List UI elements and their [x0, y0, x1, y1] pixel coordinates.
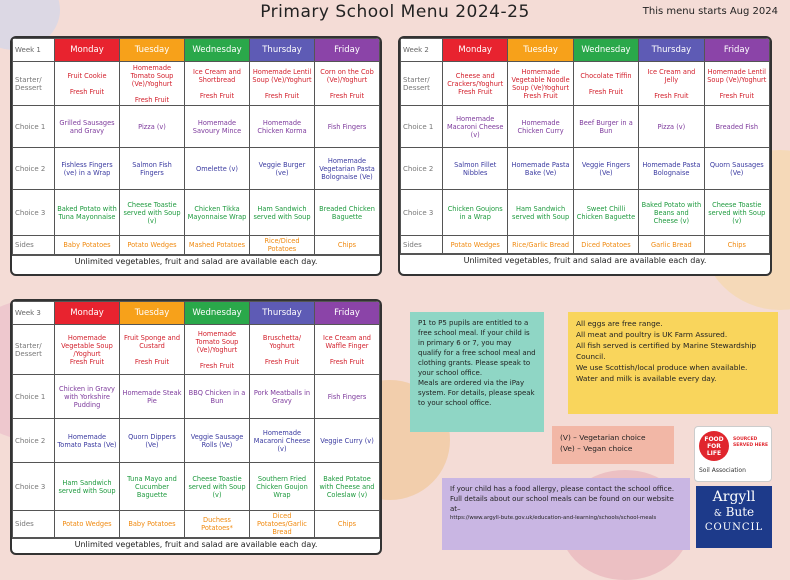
menu-cell: Veggie Sausage Rolls (Ve)	[185, 419, 250, 463]
key-vegan: (Ve) – Vegan choice	[560, 444, 633, 453]
footer-note: Unlimited vegetables, fruit and salad are available each day.	[400, 254, 770, 267]
menu-cell: Chicken Tikka Mayonnaise Wrap	[185, 190, 250, 236]
menu-cell: Fish Fingers	[315, 106, 380, 148]
menu-cell: Mashed Potatoes	[185, 236, 250, 255]
week-label: Week 3	[13, 302, 55, 325]
menu-cell: Ice Cream and Jelly Fresh Fruit	[639, 62, 704, 106]
menu-cell: Homemade Vegetarian Pasta Bolognaise (Ve)	[315, 148, 380, 190]
menu-cell: Baby Potatoes	[55, 236, 120, 255]
menu-cell: Potato Wedges	[55, 511, 120, 538]
menu-cell: Homemade Lentil Soup (Ve)/Yoghurt Fresh Fruit	[704, 62, 769, 106]
menu-cell: Homemade Vegetable Soup /Yoghurt Fresh Fruit	[55, 325, 120, 375]
week-1-menu	[10, 36, 382, 276]
day-header-friday: Friday	[315, 39, 380, 62]
dietary-key	[552, 426, 674, 464]
menu-cell: Garlic Bread	[639, 236, 704, 254]
menu-cell: Baked Potato with Beans and Cheese (v)	[639, 190, 704, 236]
menu-cell: Cheese Toastie served with Soup (v)	[185, 463, 250, 511]
menu-cell: Pork Meatballs in Gravy	[250, 375, 315, 419]
menu-cell: Homemade Pasta Bolognaise	[639, 148, 704, 190]
menu-cell: Bruschetta/ Yoghurt Fresh Fruit	[250, 325, 315, 375]
menu-cell: Homemade Macaroni Cheese (v)	[250, 419, 315, 463]
week-2-menu	[398, 36, 772, 276]
soil-association-text: Soil Association	[699, 467, 746, 474]
menu-cell: Corn on the Cob (Ve)/Yoghurt Fresh Fruit	[315, 62, 380, 106]
menu-cell: Salmon Fish Fingers	[120, 148, 185, 190]
menu-cell: Chips	[315, 236, 380, 255]
key-vegetarian: (V) – Vegetarian choice	[560, 433, 646, 442]
standards-line: All fish served is certified by Marine Stewardship Council.	[576, 341, 757, 361]
menu-cell: Ham Sandwich served with Soup	[250, 190, 315, 236]
standards-line: All meat and poultry is UK Farm Assured.	[576, 330, 728, 339]
menu-cell: Fruit Cookie Fresh Fruit	[55, 62, 120, 106]
day-header-wednesday: Wednesday	[185, 302, 250, 325]
row-label-choice-3: Choice 3	[401, 190, 443, 236]
menu-cell: Duchess Potatoes*	[185, 511, 250, 538]
menu-cell: Fishless Fingers (ve) in a Wrap	[55, 148, 120, 190]
menu-cell: Ice Cream and Shortbread Fresh Fruit	[185, 62, 250, 106]
menu-cell: Homemade Macaroni Cheese (v)	[443, 106, 508, 148]
menu-cell: Grilled Sausages and Gravy	[55, 106, 120, 148]
menu-cell: Homemade Savoury Mince	[185, 106, 250, 148]
day-header-wednesday: Wednesday	[573, 39, 638, 62]
menu-cell: Baby Potatoes	[120, 511, 185, 538]
menu-cell: Beef Burger in a Bun	[573, 106, 638, 148]
row-label-starter: Starter/ Dessert	[13, 62, 55, 106]
menu-cell: Diced Potatoes	[573, 236, 638, 254]
day-header-friday: Friday	[704, 39, 769, 62]
day-header-tuesday: Tuesday	[508, 39, 573, 62]
row-label-choice-1: Choice 1	[401, 106, 443, 148]
menu-cell: Homemade Tomato Pasta (Ve)	[55, 419, 120, 463]
week-3-menu	[10, 299, 382, 555]
menu-cell: Salmon Fillet Nibbles	[443, 148, 508, 190]
menu-cell: Rice/Garlic Bread	[508, 236, 573, 254]
menu-cell: Ice Cream and Waffle Finger Fresh Fruit	[315, 325, 380, 375]
food-for-life-logo	[694, 426, 772, 482]
menu-cell: Baked Potato with Tuna Mayonnaise	[55, 190, 120, 236]
menu-cell: Homemade Vegetable Noodle Soup (Ve)Yoghurt Fresh Fruit	[508, 62, 573, 106]
menu-cell: Pizza (v)	[639, 106, 704, 148]
day-header-monday: Monday	[55, 302, 120, 325]
menu-cell: Chips	[704, 236, 769, 254]
menu-cell: Veggie Burger (ve)	[250, 148, 315, 190]
menu-cell: Ham Sandwich served with Soup	[508, 190, 573, 236]
menu-cell: Baked Potatoe with Cheese and Coleslaw (v)	[315, 463, 380, 511]
standards-line: Water and milk is available every day.	[576, 374, 717, 383]
allergy-info	[442, 478, 690, 550]
row-label-choice-3: Choice 3	[13, 190, 55, 236]
row-label-choice-1: Choice 1	[13, 106, 55, 148]
menu-cell: Cheese Toastie served with Soup (v)	[120, 190, 185, 236]
menu-cell: Chicken Goujons in a Wrap	[443, 190, 508, 236]
menu-cell: Diced Potatoes/Garlic Bread	[250, 511, 315, 538]
day-header-tuesday: Tuesday	[120, 39, 185, 62]
day-header-thursday: Thursday	[639, 39, 704, 62]
standards-line: All eggs are free range.	[576, 319, 663, 328]
menu-cell: Potato Wedges	[443, 236, 508, 254]
menu-cell: Ham Sandwich served with Soup	[55, 463, 120, 511]
menu-cell: Fish Fingers	[315, 375, 380, 419]
row-label-sides: Sides	[13, 511, 55, 538]
menu-cell: Rice/Diced Potatoes	[250, 236, 315, 255]
menu-cell: Chicken in Gravy with Yorkshire Pudding	[55, 375, 120, 419]
week-label: Week 1	[13, 39, 55, 62]
day-header-monday: Monday	[443, 39, 508, 62]
menu-cell: Homemade Tomato Soup (Ve)/Yoghurt Fresh Fruit	[185, 325, 250, 375]
row-label-choice-2: Choice 2	[13, 419, 55, 463]
row-label-sides: Sides	[401, 236, 443, 254]
row-label-choice-3: Choice 3	[13, 463, 55, 511]
served-here-badge: SOURCED SERVED HERE	[733, 437, 769, 448]
menu-cell: Chips	[315, 511, 380, 538]
food-for-life-badge: FOOD FOR LIFE	[699, 431, 729, 461]
day-header-friday: Friday	[315, 302, 380, 325]
menu-cell: Veggie Curry (v)	[315, 419, 380, 463]
row-label-starter: Starter/ Dessert	[401, 62, 443, 106]
argyll-bute-council-logo: Argyll & Bute COUNCIL	[696, 486, 772, 548]
day-header-thursday: Thursday	[250, 39, 315, 62]
day-header-monday: Monday	[55, 39, 120, 62]
menu-cell: Breaded Fish	[704, 106, 769, 148]
menu-cell: Fruit Sponge and Custard Fresh Fruit	[120, 325, 185, 375]
footer-note: Unlimited vegetables, fruit and salad are available each day.	[12, 538, 380, 551]
day-header-tuesday: Tuesday	[120, 302, 185, 325]
standards-line: We use Scottish/local produce when available.	[576, 363, 748, 372]
menu-cell: Potato Wedges	[120, 236, 185, 255]
menu-cell: Sweet Chilli Chicken Baguette	[573, 190, 638, 236]
menu-cell: Pizza (v)	[120, 106, 185, 148]
menu-cell: Southern Fried Chicken Goujon Wrap	[250, 463, 315, 511]
menu-cell: Veggie Fingers (Ve)	[573, 148, 638, 190]
allergy-text: If your child has a food allergy, please contact the school office. Full details about our school meals can be found on our website at–	[450, 485, 675, 513]
food-standards-info	[568, 312, 778, 414]
menu-cell: Quorn Sausages (Ve)	[704, 148, 769, 190]
menu-start-date: This menu starts Aug 2024	[642, 6, 778, 17]
footer-note: Unlimited vegetables, fruit and salad are available each day.	[12, 255, 380, 268]
day-header-thursday: Thursday	[250, 302, 315, 325]
menu-cell: Cheese Toastie served with Soup (v)	[704, 190, 769, 236]
row-label-choice-2: Choice 2	[401, 148, 443, 190]
website-link[interactable]: https://www.argyll-bute.gov.uk/education-and-learning/schools/school-meals	[450, 515, 657, 521]
menu-cell: Homemade Chicken Korma	[250, 106, 315, 148]
menu-cell: Chocolate Tiffin Fresh Fruit	[573, 62, 638, 106]
menu-cell: Homemade Tomato Soup (Ve)/Yoghurt Fresh Fruit	[120, 62, 185, 106]
row-label-sides: Sides	[13, 236, 55, 255]
day-header-wednesday: Wednesday	[185, 39, 250, 62]
menu-cell: Homemade Pasta Bake (Ve)	[508, 148, 573, 190]
menu-cell: Cheese and Crackers/Yoghurt Fresh Fruit	[443, 62, 508, 106]
menu-cell: Breaded Chicken Baguette	[315, 190, 380, 236]
week-label: Week 2	[401, 39, 443, 62]
menu-cell: Homemade Lentil Soup (Ve)/Yoghurt Fresh Fruit	[250, 62, 315, 106]
menu-cell: BBQ Chicken in a Bun	[185, 375, 250, 419]
free-meals-info: P1 to P5 pupils are entitled to a free school meal. If your child is in primary 6 or 7, you may qualify for a free school meal and clothing grants. Please speak to your school office. Meals are ordered via the iPay system. For details, please speak to your school office.	[410, 312, 544, 432]
menu-cell: Tuna Mayo and Cucumber Baguette	[120, 463, 185, 511]
row-label-choice-2: Choice 2	[13, 148, 55, 190]
row-label-choice-1: Choice 1	[13, 375, 55, 419]
menu-cell: Homemade Steak Pie	[120, 375, 185, 419]
page-title: Primary School Menu 2024-25	[260, 2, 530, 22]
row-label-starter: Starter/ Dessert	[13, 325, 55, 375]
menu-cell: Omelette (v)	[185, 148, 250, 190]
menu-cell: Homemade Chicken Curry	[508, 106, 573, 148]
menu-cell: Quorn Dippers (Ve)	[120, 419, 185, 463]
